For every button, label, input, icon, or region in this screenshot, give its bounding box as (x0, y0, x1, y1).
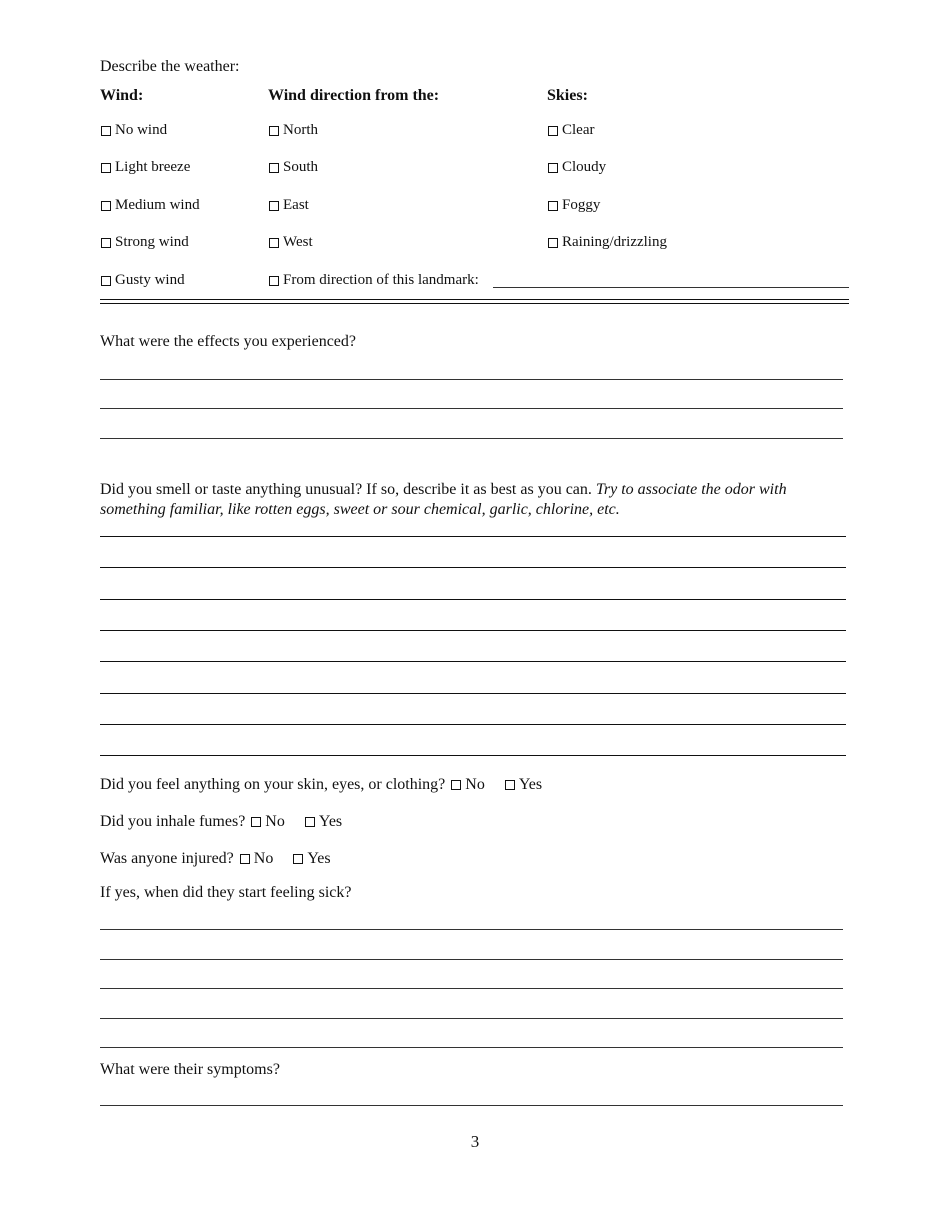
yes-label: Yes (518, 776, 543, 793)
option-label: No wind (115, 122, 168, 138)
option-label: Strong wind (115, 234, 189, 250)
checkbox[interactable] (548, 163, 558, 173)
option-label: East (283, 197, 309, 213)
smell-answer-line[interactable] (100, 630, 846, 631)
skin-contact-yes-option[interactable] (505, 775, 542, 795)
checkbox[interactable] (548, 238, 558, 248)
option-label: Gusty wind (115, 272, 185, 288)
option-label: Raining/drizzling (562, 234, 667, 250)
checkbox[interactable] (269, 163, 279, 173)
wind-column-header: Wind: (100, 87, 144, 104)
effects-answer-line[interactable] (100, 379, 843, 380)
effects-answer-line[interactable] (100, 408, 843, 409)
no-label: No (253, 850, 274, 867)
section-divider (100, 299, 849, 304)
sick-answer-line[interactable] (100, 959, 843, 960)
checkbox[interactable] (251, 817, 261, 827)
skin-contact-no-option[interactable] (451, 775, 485, 795)
skies-column-header: Skies: (547, 87, 588, 104)
skies-option-cloudy[interactable] (548, 158, 606, 177)
inhale-fumes-yes-option[interactable] (305, 812, 342, 832)
skies-option-raining[interactable] (548, 233, 667, 252)
direction-option-landmark[interactable] (269, 271, 479, 290)
smell-answer-line[interactable] (100, 536, 846, 537)
sick-answer-line[interactable] (100, 1018, 843, 1019)
sick-answer-line[interactable] (100, 929, 843, 930)
injured-question-row (100, 849, 331, 869)
wind-option-strong-wind[interactable] (101, 233, 189, 252)
weather-heading: Describe the weather: (100, 58, 240, 75)
smell-answer-line[interactable] (100, 724, 846, 725)
checkbox[interactable] (269, 238, 279, 248)
direction-option-east[interactable] (269, 196, 309, 215)
yes-label: Yes (307, 850, 331, 867)
sick-question: If yes, when did they start feeling sick? (100, 884, 352, 901)
no-label: No (465, 776, 485, 793)
injured-yes-option[interactable] (293, 849, 330, 869)
direction-option-north[interactable] (269, 121, 318, 140)
checkbox[interactable] (305, 817, 315, 827)
landmark-answer-line[interactable] (493, 287, 849, 288)
injured-question: Was anyone injured? (100, 850, 234, 867)
option-label: Cloudy (562, 159, 607, 175)
inhale-fumes-question-row (100, 812, 342, 832)
checkbox[interactable] (548, 201, 558, 211)
checkbox[interactable] (269, 126, 279, 136)
smell-answer-line[interactable] (100, 599, 846, 600)
option-label: Light breeze (115, 159, 191, 175)
option-label: North (283, 122, 318, 138)
option-label: West (283, 234, 313, 250)
checkbox[interactable] (101, 163, 111, 173)
wind-option-medium-wind[interactable] (101, 196, 200, 215)
checkbox[interactable] (240, 854, 250, 864)
no-label: No (265, 813, 285, 830)
smell-question: Did you smell or taste anything unusual? If so, describe it as best as you can. (100, 481, 592, 498)
checkbox[interactable] (451, 780, 461, 790)
skin-contact-question: Did you feel anything on your skin, eyes, or clothing? (100, 776, 446, 793)
yes-label: Yes (318, 813, 343, 830)
wind-option-no-wind[interactable] (101, 121, 167, 140)
direction-column-header: Wind direction from the: (268, 87, 440, 104)
smell-hint: Try to associate the odor with something familiar, like rotten eggs, sweet or sour chemical, garlic, chlorine, etc. (100, 481, 787, 518)
effects-answer-line[interactable] (100, 438, 843, 439)
smell-answer-line[interactable] (100, 661, 846, 662)
option-label: Clear (562, 122, 595, 138)
option-label: From direction of this landmark: (283, 272, 479, 288)
inhale-fumes-no-option[interactable] (251, 812, 285, 832)
wind-option-light-breeze[interactable] (101, 158, 190, 177)
skies-option-foggy[interactable] (548, 196, 600, 215)
checkbox[interactable] (293, 854, 303, 864)
checkbox[interactable] (269, 201, 279, 211)
checkbox[interactable] (548, 126, 558, 136)
checkbox[interactable] (101, 238, 111, 248)
checkbox[interactable] (101, 276, 111, 286)
checkbox[interactable] (269, 276, 279, 286)
effects-question: What were the effects you experienced? (100, 333, 357, 350)
wind-option-gusty-wind[interactable] (101, 271, 185, 290)
checkbox[interactable] (505, 780, 515, 790)
sick-answer-line[interactable] (100, 1047, 843, 1048)
skies-option-clear[interactable] (548, 121, 594, 140)
smell-answer-line[interactable] (100, 567, 846, 568)
inhale-fumes-question: Did you inhale fumes? (100, 813, 246, 830)
smell-answer-line[interactable] (100, 693, 846, 694)
checkbox[interactable] (101, 201, 111, 211)
skin-contact-question-row (100, 775, 542, 795)
smell-answer-line[interactable] (100, 755, 846, 756)
checkbox[interactable] (101, 126, 111, 136)
smell-question-paragraph (100, 480, 850, 520)
option-label: South (283, 159, 319, 175)
page-number: 3 (470, 1132, 480, 1151)
symptoms-question: What were their symptoms? (100, 1061, 280, 1078)
sick-answer-line[interactable] (100, 988, 843, 989)
option-label: Medium wind (115, 197, 200, 213)
injured-no-option[interactable] (240, 849, 274, 869)
direction-option-west[interactable] (269, 233, 313, 252)
direction-option-south[interactable] (269, 158, 318, 177)
symptoms-answer-line[interactable] (100, 1105, 843, 1106)
option-label: Foggy (562, 197, 601, 213)
